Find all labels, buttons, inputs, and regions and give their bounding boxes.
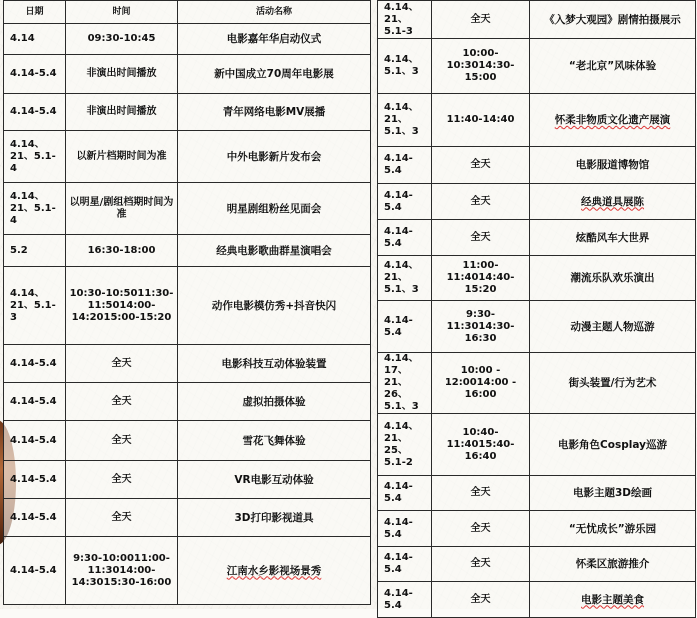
table-row [4,55,371,94]
row-activity: “老北京”风味体验 [530,39,696,94]
row-time: 全天 [432,476,530,511]
row-time: 全天 [432,147,530,184]
row-time: 以明星/剧组档期时间为准 [66,183,178,235]
row-activity: “无忧成长”游乐园 [530,511,696,547]
row-time: 10:00-10:3014:30-15:00 [432,39,530,94]
row-time: 全天 [66,461,178,499]
row-date: 4.14-5.4 [378,220,432,256]
row-date: 4.14、17、21、26、5.1、3 [378,353,432,414]
row-time: 全天 [432,547,530,582]
table-row [378,1,696,39]
row-date: 4.14、21、5.1-4 [4,131,66,183]
row-date: 4.14-5.4 [378,476,432,511]
table-row [378,414,696,476]
row-activity: 3D打印影视道具 [178,499,371,537]
table-header-row [4,1,371,24]
row-activity: 电影科技互动体验装置 [178,345,371,383]
schedule-table-right [377,0,696,618]
row-date: 4.14-5.4 [4,94,66,131]
row-time: 全天 [432,1,530,39]
row-time: 全天 [432,220,530,256]
row-activity: 雪花飞舞体验 [178,421,371,461]
row-activity: 经典道具展陈 [530,184,696,220]
row-time: 全天 [432,184,530,220]
table-row [378,353,696,414]
row-time: 全天 [66,345,178,383]
row-time: 10:30-10:5011:30-11:5014:00-14:2015:00-15:20 [66,267,178,345]
table-row [378,94,696,147]
row-time: 全天 [432,511,530,547]
row-activity: 怀柔非物质文化遗产展演 [530,94,696,147]
row-date: 4.14、5.1、3 [378,39,432,94]
row-date: 4.14-5.4 [4,383,66,421]
row-activity: 街头装置/行为艺术 [530,353,696,414]
row-activity: 电影主题3D绘画 [530,476,696,511]
table-row [378,147,696,184]
header-activity: 活动名称 [178,1,371,24]
row-time: 10:40-11:4015:40-16:40 [432,414,530,476]
row-date: 4.14-5.4 [378,301,432,353]
row-activity: 潮流乐队欢乐演出 [530,256,696,301]
row-time: 以新片档期时间为准 [66,131,178,183]
table-row [378,582,696,618]
table-row [378,301,696,353]
row-activity: 怀柔区旅游推介 [530,547,696,582]
row-time: 09:30-10:45 [66,24,178,55]
row-date: 4.14、21、5.1-4 [4,183,66,235]
row-activity: 《入梦大观园》剧情拍摄展示 [530,1,696,39]
table-row [4,499,371,537]
table-row [378,547,696,582]
row-time: 全天 [66,421,178,461]
row-date: 4.14-5.4 [4,461,66,499]
table-row [4,183,371,235]
row-date: 4.14、21、5.1-3 [378,1,432,39]
row-activity: 虚拟拍摄体验 [178,383,371,421]
row-date: 4.14-5.4 [378,184,432,220]
table-row [4,383,371,421]
row-date: 4.14-5.4 [4,499,66,537]
row-time: 10:00 - 12:0014:00 - 16:00 [432,353,530,414]
row-date: 4.14、21、5.1、3 [378,256,432,301]
row-activity: 动漫主题人物巡游 [530,301,696,353]
table-row [378,511,696,547]
row-time: 16:30-18:00 [66,235,178,267]
row-activity: 动作电影模仿秀+抖音快闪 [178,267,371,345]
row-activity: 经典电影歌曲群星演唱会 [178,235,371,267]
table-row [4,345,371,383]
row-date: 4.14-5.4 [4,55,66,94]
row-date: 4.14、21、25、5.1-2 [378,414,432,476]
row-date: 4.14-5.4 [378,547,432,582]
row-activity: 电影嘉年华启动仪式 [178,24,371,55]
table-row [378,220,696,256]
row-date: 4.14 [4,24,66,55]
table-row [378,184,696,220]
row-time: 全天 [432,582,530,618]
table-row [4,461,371,499]
row-time: 非演出时间播放 [66,55,178,94]
row-activity: 电影服道博物馆 [530,147,696,184]
row-time: 全天 [66,383,178,421]
table-row [378,476,696,511]
schedule-table-left [3,0,371,605]
row-activity: VR电影互动体验 [178,461,371,499]
table-row [4,537,371,605]
table-row [4,131,371,183]
row-time: 11:00-11:4014:40-15:20 [432,256,530,301]
header-date: 日期 [4,1,66,24]
table-row [4,235,371,267]
row-date: 4.14、21、5.1-3 [4,267,66,345]
row-activity: 电影角色Cosplay巡游 [530,414,696,476]
row-activity: 青年网络电影MV展播 [178,94,371,131]
row-date: 4.14-5.4 [378,147,432,184]
row-time: 9:30-11:3014:30-16:30 [432,301,530,353]
table-row [378,39,696,94]
row-activity: 中外电影新片发布会 [178,131,371,183]
table-row [4,267,371,345]
row-time: 全天 [66,499,178,537]
row-activity: 明星剧组粉丝见面会 [178,183,371,235]
table-row [378,256,696,301]
row-time: 9:30-10:0011:00-11:3014:00-14:3015:30-16:00 [66,537,178,605]
row-date: 4.14-5.4 [4,345,66,383]
row-activity: 电影主题美食 [530,582,696,618]
row-date: 4.14-5.4 [4,421,66,461]
table-row [4,94,371,131]
row-date: 4.14-5.4 [378,582,432,618]
row-date: 4.14-5.4 [4,537,66,605]
table-row [4,421,371,461]
row-time: 11:40-14:40 [432,94,530,147]
row-date: 5.2 [4,235,66,267]
row-activity: 新中国成立70周年电影展 [178,55,371,94]
row-time: 非演出时间播放 [66,94,178,131]
row-activity: 炫酷风车大世界 [530,220,696,256]
row-activity: 江南水乡影视场景秀 [178,537,371,605]
header-time: 时间 [66,1,178,24]
row-date: 4.14、21、5.1、3 [378,94,432,147]
table-row [4,24,371,55]
row-date: 4.14-5.4 [378,511,432,547]
